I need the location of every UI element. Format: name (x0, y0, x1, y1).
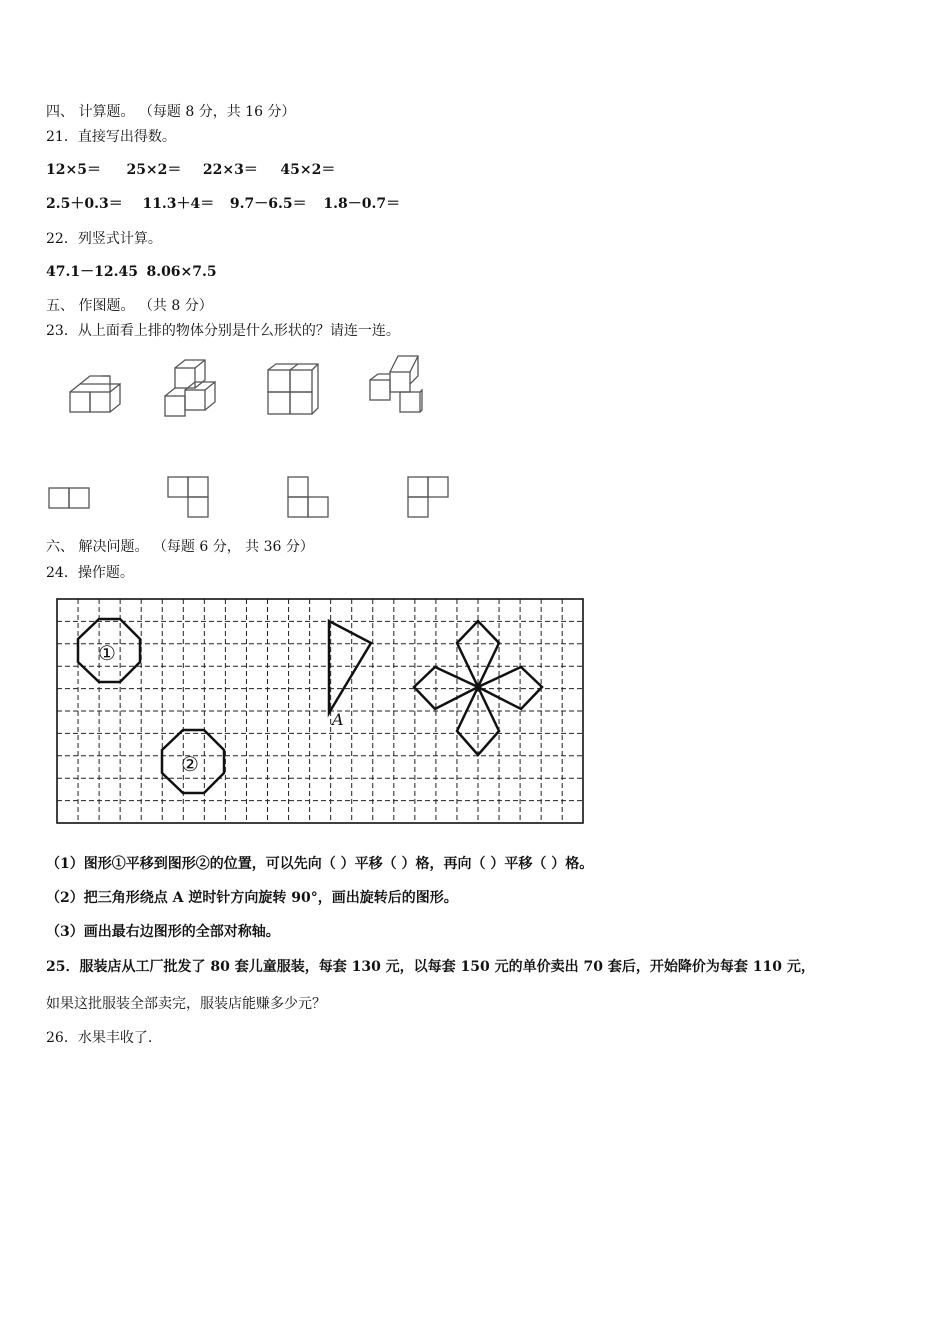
q25-line-2: 如果这批服装全部卖完，服装店能赚多少元？ (46, 996, 326, 1012)
cube-figure-4 (370, 356, 422, 412)
cube-figures-row (60, 352, 440, 422)
q21-item: 9.7－6.5＝ (229, 196, 307, 212)
q21-item: 12×5＝ (46, 162, 101, 178)
top-view-4 (408, 477, 448, 517)
q21-item: 11.3＋4＝ (142, 196, 215, 212)
section-5-title: 五、 作图题。 （共 8 分） (46, 298, 213, 314)
q21-item: 22×3＝ (202, 162, 258, 178)
q22-row (46, 263, 217, 281)
cube-figure-3 (268, 364, 318, 414)
q25-line-1: 25．服装店从工厂批发了 80 套儿童服装，每套 130 元，以每套 150 元的单价卖出 70 套后，开始降价为每套 110 元， (46, 959, 815, 975)
grid-figure (55, 597, 585, 825)
top-view-3 (288, 477, 328, 517)
section-6-title: 六、 解决问题。 （每题 6 分， 共 36 分） (46, 539, 314, 555)
q24-sub-3: （3）画出最右边图形的全部对称轴。 (46, 924, 280, 940)
q21-item: 45×2＝ (280, 162, 336, 178)
q21-item: 2.5＋0.3＝ (46, 196, 123, 212)
q24-sub-2: （2）把三角形绕点 A 逆时针方向旋转 90°，画出旋转后的图形。 (46, 890, 458, 906)
shape-1-label: ① (98, 641, 116, 665)
shape-2-label: ② (181, 752, 199, 776)
q21-row-2 (46, 195, 400, 213)
section-4-title: 四、 计算题。 （每题 8 分，共 16 分） (46, 104, 296, 120)
q24-label: 24．操作题。 (46, 565, 134, 581)
cube-figure-2 (165, 360, 215, 416)
top-view-2 (168, 477, 208, 517)
q21-item: 25×2＝ (126, 162, 182, 178)
q23-label: 23．从上面看上排的物体分别是什么形状的？请连一连。 (46, 323, 400, 339)
top-view-1 (49, 488, 89, 508)
q24-sub-1: （1）图形①平移到图形②的位置，可以先向（ ）平移（ ）格，再向（ ）平移（ ）格。 (46, 856, 594, 872)
top-view-figures-row (46, 475, 466, 523)
q21-label: 21．直接写出得数。 (46, 129, 176, 145)
q22-item: 8.06×7.5 (146, 264, 217, 280)
q26-label: 26．水果丰收了. (46, 1030, 153, 1046)
q21-row-1 (46, 161, 335, 179)
point-a-label: A (332, 710, 344, 729)
q22-label: 22．列竖式计算。 (46, 231, 162, 247)
q21-item: 1.8－0.7＝ (323, 196, 401, 212)
q22-item: 47.1－12.45 (46, 264, 138, 280)
triangle-shape (329, 621, 371, 713)
cube-figure-1 (70, 376, 120, 412)
